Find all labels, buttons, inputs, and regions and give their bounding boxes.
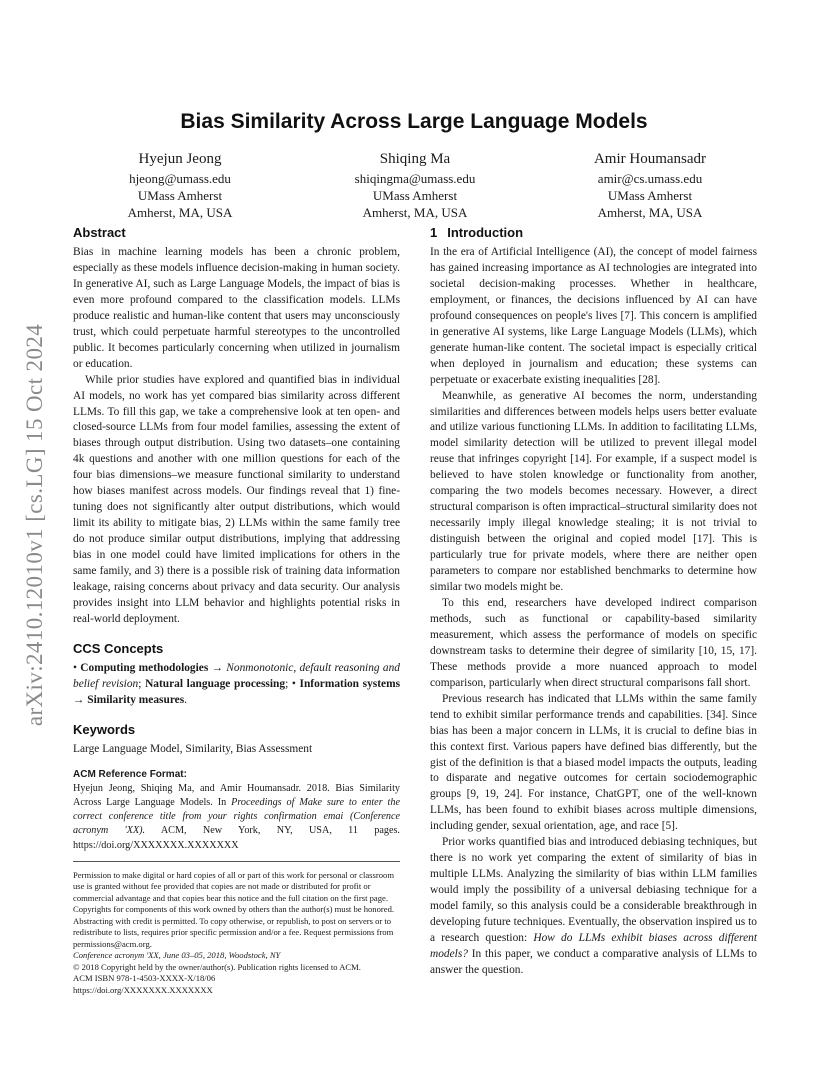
copyright-line: © 2018 Copyright held by the owner/author(s). Publication rights licensed to ACM.: [73, 961, 361, 972]
right-column: [430, 224, 757, 979]
intro-paragraph-4: Previous research has indicated that LLMs within the same family tend to exhibit similar performance trends and capabilities. [34]. Since bias has been a major concern in LLMs, it is crucial to define bias in this context first. Various papers have defined bias differently, but the gist of the definition is that a biased model impacts the outputs, leading to disparate and negative outcomes for certain sociodemographic groups [9, 19, 24]. For instance, ChatGPT, one of the well-known LLMs, has been found to exhibit biases across multiple dimensions, including gender, sexual orientation, age, and race [5].: [430, 692, 757, 833]
author-2: [315, 148, 515, 221]
abstract-paragraph-2: While prior studies have explored and quantified bias in individual AI models, no work has yet compared bias similarity across different LLMs. To fill this gap, we take a comprehensive look at ten open- and closed-source LLMs from four model families, assessing the extent of biases through output distribution. Using two datasets–one containing 4k questions and another with one million questions for each of the four bias dimensions–we measure functional similarity to understand how biases manifest across models. Our findings reveal that 1) fine-tuning does not significantly alter output distributions, which would limit its ability to mitigate bias, 2) LLMs within the same family tree do not produce similar output distributions, implying that addressing bias in one model could have limited implications for others in the same family, and 3) there is a possible risk of training data information leakage, raising concerns about privacy and data security. Our analysis provides insight into LLM behavior and highlights potential risks in real-world deployment.: [73, 373, 400, 625]
footnote-divider: [73, 861, 400, 862]
acm-reference-text: Hyejun Jeong, Shiqing Ma, and Amir Houmansadr. 2018. Bias Similarity Across Large Language Models. In Proceedings of Make sure to enter the correct conference title from your rights confirmation emai (Conference acronym 'XX). ACM, New York, NY, USA, 11 pages. https://doi.org/XXXXXXX.XXXXXXX: [73, 782, 401, 851]
author-email: hjeong@umass.edu: [129, 171, 231, 186]
author-3: [550, 148, 750, 221]
author-block: [80, 148, 750, 221]
keywords-text: Large Language Model, Similarity, Bias Assessment: [73, 742, 313, 755]
author-location: Amherst, MA, USA: [597, 205, 703, 220]
author-1: [80, 148, 280, 221]
isbn-line: ACM ISBN 978-1-4503-XXXX-X/18/06: [73, 973, 216, 984]
keywords-heading: Keywords: [73, 721, 136, 737]
paper-title: Bias Similarity Across Large Language Models: [180, 110, 648, 133]
author-name: Amir Houmansadr: [593, 151, 707, 167]
author-affiliation: UMass Amherst: [372, 188, 458, 203]
ccs-heading: CCS Concepts: [73, 640, 164, 656]
permission-text: Permission to make digital or hard copies of all or part of this work for personal or classroom use is granted without fee provided that copies are not made or distributed for profit or commercial advantage and that copies bear this notice and the full citation on the first page. Copyrights for components of this work owned by others than the author(s) must be honored. Abstracting with credit is permitted. To copy otherwise, or republish, to post on servers or to redistribute to lists, requires prior specific permission and/or a fee. Request permissions from permissions@acm.org.: [73, 869, 395, 949]
conference-line: Conference acronym 'XX, June 03–05, 2018, Woodstock, NY: [73, 950, 281, 961]
author-location: Amherst, MA, USA: [362, 205, 468, 220]
intro-paragraph-3: To this end, researchers have developed indirect comparison methods, such as functional or capability-based similarity measurement, which assess the performance of models on specific downstream tasks to determine their degree of similarity [10, 15, 17]. These methods provide a more nuanced approach to model comparison, particularly when direct structural comparisons fall short.: [430, 596, 757, 689]
intro-paragraph-2: Meanwhile, as generative AI becomes the norm, understanding similarities and differences between models helps users better evaluate and utilize various functioning LLMs. In addition to facilitating LLMs, model similarity detection will be utilized to prevent illegal model reuse that infringes copyright [14]. For example, if a suspect model is believed to have stolen knowledge or functionality from another, comparing the two models becomes necessary. However, a direct structural comparison is often impractical–structural similarity does not necessarily imply illegal knowledge stealing; it is not trivial to distinguish between the original and copied model [17]. This is particularly true for private models, where there are neither open parameters to compare nor established benchmarks to determine how similar two models might be.: [430, 389, 757, 594]
author-affiliation: UMass Amherst: [137, 188, 223, 203]
author-name: Hyejun Jeong: [138, 151, 222, 167]
author-location: Amherst, MA, USA: [127, 205, 233, 220]
intro-paragraph-5: Prior works quantified bias and introduced debiasing techniques, but there is no work yet comparing the extent of similarity of bias in multiple LLMs. Analyzing the similarity of bias within LLM families would imply the possibility of a universal debiasing technique for a model family, so this analysis could be a considerable breakthrough in developing future techniques. Eventually, the observation inspired us to a research question: How do LLMs exhibit biases across different models? In this paper, we conduct a comparative analysis of LLMs to answer the question.: [430, 836, 757, 976]
author-email: amir@cs.umass.edu: [597, 171, 703, 186]
ccs-section: [73, 640, 400, 709]
doi-line: https://doi.org/XXXXXXX.XXXXXXX: [73, 984, 213, 995]
author-email: shiqingma@umass.edu: [354, 171, 476, 186]
abstract-paragraph-1: Bias in machine learning models has been a chronic problem, especially as these models influence decision-making in human society. In generative AI, such as Large Language Models, the impact of bias is even more profound compared to the classification models. LLMs produce realistic and human-like content that users may unconsciously trust, which could perpetuate harmful stereotypes to the uncontrolled public. It becomes particularly concerning when utilized in journalism or education.: [73, 246, 400, 370]
acm-reference-heading: ACM Reference Format:: [73, 768, 187, 780]
author-affiliation: UMass Amherst: [607, 188, 693, 203]
introduction-heading: 1 Introduction: [430, 225, 524, 240]
intro-paragraph-1: In the era of Artificial Intelligence (AI), the concept of model fairness has gained increasing importance as AI technologies are integrated into societal decision-making processes. Whether in healthcare, employment, or finances, the decisions influenced by AI can have profound consequences on people's lives [7]. This concern is amplified in generative AI systems, like Large Language Models (LLMs), which generate human-like content. The societal impact is especially critical when deployed in journalism and education; these systems can perpetuate or exacerbate existing inequalities [28].: [430, 246, 757, 386]
ccs-concepts-text: • Computing methodologies → Nonmonotonic, default reasoning and belief revision; Natural language processing; • Information systems → Similarity measures.: [73, 661, 401, 706]
arxiv-identifier-stamp: [20, 290, 50, 760]
left-column: [73, 224, 400, 996]
keywords-section: [73, 721, 400, 758]
abstract-heading: Abstract: [73, 225, 126, 240]
arxiv-id-text: arXiv:2410.12010v1 [cs.LG] 15 Oct 2024: [22, 323, 47, 727]
permission-footnote: [73, 870, 400, 997]
author-name: Shiqing Ma: [379, 151, 451, 167]
